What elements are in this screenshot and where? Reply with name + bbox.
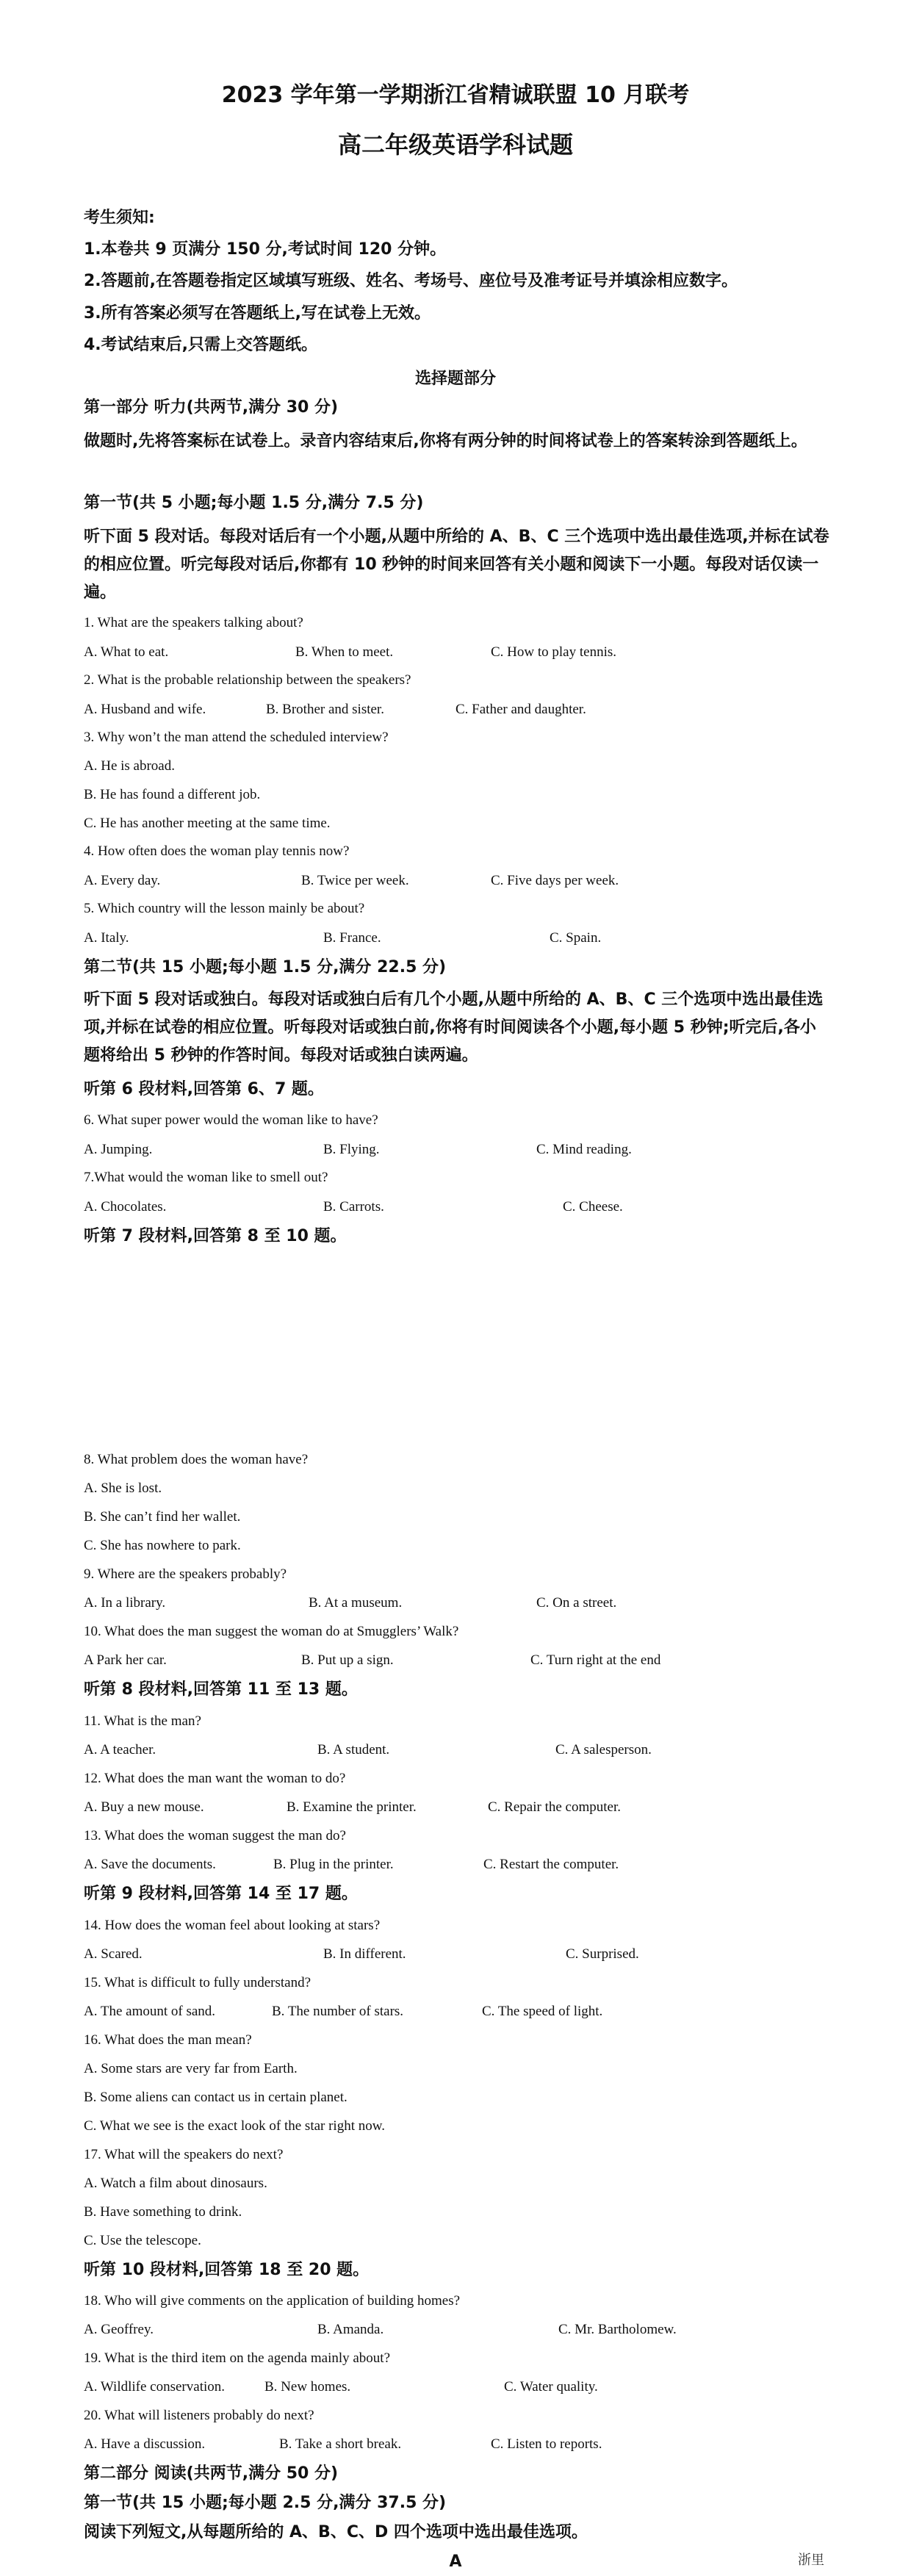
option-a: A. Husband and wife. — [84, 702, 206, 717]
notice-item: 3.所有答案必须写在答题纸上,写在试卷上无效。 — [84, 304, 431, 323]
option-b: B. France. — [323, 930, 381, 946]
question-stem: 9. Where are the speakers probably? — [84, 1566, 287, 1582]
option-c: C. Restart the computer. — [483, 1857, 619, 1872]
notice-item: 4.考试结束后,只需上交答题纸。 — [84, 336, 318, 354]
notice-heading: 考生须知: — [84, 209, 155, 227]
option-b: B. Brother and sister. — [266, 702, 384, 717]
option-c: C. Use the telescope. — [84, 2233, 201, 2248]
question-stem: 11. What is the man? — [84, 1713, 201, 1729]
option-b: B. Twice per week. — [301, 873, 409, 888]
option-a: A. Every day. — [84, 873, 161, 888]
question-stem: 3. Why won’t the man attend the scheduled interview? — [84, 730, 389, 745]
material-heading: 听第 10 段材料,回答第 18 至 20 题。 — [84, 2261, 370, 2279]
option-b: B. In different. — [323, 1946, 406, 1962]
sec2-heading: 第二节(共 15 小题;每小题 1.5 分,满分 22.5 分) — [84, 958, 447, 976]
option-c: C. Spain. — [550, 930, 602, 946]
question-stem: 7.What would the woman like to smell out? — [84, 1170, 328, 1185]
sec1-intro: 听下面 5 段对话。每段对话后有一个小题,从题中所给的 A、B、C 三个选项中选出最佳选项,并标在试卷的相应位置。听完每段对话后,你都有 10 秒钟的时间来回答有关小题和阅读下一小题。每段对话仅读一遍。 — [84, 528, 829, 602]
option-c: C. A salesperson. — [555, 1742, 652, 1757]
option-a: A. Jumping. — [84, 1142, 153, 1157]
option-a: A. Italy. — [84, 930, 129, 946]
option-a: A. What to eat. — [84, 644, 169, 660]
option-a: A. Wildlife conservation. — [84, 2379, 226, 2395]
sec1-heading: 第一节(共 5 小题;每小题 1.5 分,满分 7.5 分) — [84, 494, 424, 512]
part1-intro: 做题时,先将答案标在试卷上。录音内容结束后,你将有两分钟的时间将试卷上的答案转涂到答题纸上。 — [84, 432, 807, 450]
option-c: C. Mind reading. — [536, 1142, 632, 1157]
material-heading: 听第 6 段材料,回答第 6、7 题。 — [84, 1080, 324, 1098]
option-a: A. She is lost. — [84, 1481, 162, 1496]
passage-label: A — [449, 2552, 462, 2571]
option-a: A. Scared. — [84, 1946, 143, 1962]
option-b: B. Take a short break. — [279, 2436, 402, 2452]
option-a: A. Save the documents. — [84, 1857, 216, 1872]
question-stem: 10. What does the man suggest the woman do at Smugglers’ Walk? — [84, 1624, 459, 1639]
material-heading: 听第 7 段材料,回答第 8 至 10 题。 — [84, 1227, 347, 1245]
sec2-intro: 听下面 5 段对话或独白。每段对话或独白后有几个小题,从题中所给的 A、B、C 三个选项中选出最佳选项,并标在试卷的相应位置。听每段对话或独白前,你将有时间阅读各个小题,每小题 5 秒钟;听完后,各小题将给出 5 秒钟的作答时间。每段对话或独白读两遍。 — [84, 990, 824, 1065]
footer-text: 浙里 — [798, 2552, 824, 2568]
option-c: C. What we see is the exact look of the star right now. — [84, 2118, 385, 2134]
option-b: B. At a museum. — [309, 1595, 403, 1611]
question-stem: 14. How does the woman feel about looking at stars? — [84, 1918, 381, 1933]
question-stem: 4. How often does the woman play tennis now? — [84, 843, 350, 859]
question-stem: 19. What is the third item on the agenda mainly about? — [84, 2350, 391, 2366]
option-a: A. Watch a film about dinosaurs. — [84, 2176, 267, 2191]
notice-item: 2.答题前,在答题卷指定区域填写班级、姓名、考场号、座位号及准考证号并填涂相应数字。 — [84, 272, 738, 290]
option-c: C. Father and daughter. — [455, 702, 586, 717]
option-b: B. Examine the printer. — [287, 1799, 417, 1815]
question-stem: 2. What is the probable relationship between the speakers? — [84, 672, 411, 688]
option-c: C. He has another meeting at the same time. — [84, 816, 331, 831]
option-c: C. Repair the computer. — [488, 1799, 621, 1815]
option-a: A. A teacher. — [84, 1742, 156, 1757]
question-stem: 16. What does the man mean? — [84, 2032, 252, 2048]
part2-intro: 阅读下列短文,从每题所给的 A、B、C、D 四个选项中选出最佳选项。 — [84, 2523, 588, 2541]
option-b: B. Some aliens can contact us in certain planet. — [84, 2090, 348, 2105]
option-c: C. Five days per week. — [491, 873, 619, 888]
option-c: C. Listen to reports. — [491, 2436, 602, 2452]
part2-heading: 第二部分 阅读(共两节,满分 50 分) — [84, 2464, 339, 2483]
option-b: B. Carrots. — [323, 1199, 384, 1215]
exam-subtitle: 高二年级英语学科试题 — [337, 131, 573, 159]
option-c: C. Water quality. — [504, 2379, 598, 2395]
option-c: C. On a street. — [536, 1595, 617, 1611]
option-c: C. The speed of light. — [482, 2004, 603, 2019]
option-b: B. Have something to drink. — [84, 2204, 242, 2220]
option-b: B. Put up a sign. — [301, 1652, 394, 1668]
option-c: C. How to play tennis. — [491, 644, 616, 660]
option-a: A. Have a discussion. — [84, 2436, 206, 2452]
option-a: A. Some stars are very far from Earth. — [84, 2061, 298, 2076]
question-stem: 1. What are the speakers talking about? — [84, 615, 303, 630]
question-stem: 18. Who will give comments on the application of building homes? — [84, 2293, 461, 2309]
notice-item: 1.本卷共 9 页满分 150 分,考试时间 120 分钟。 — [84, 240, 447, 259]
option-b: B. The number of stars. — [272, 2004, 404, 2019]
option-b: B. New homes. — [264, 2379, 351, 2395]
option-a: A. Geoffrey. — [84, 2322, 154, 2337]
option-b: B. When to meet. — [295, 644, 394, 660]
option-a: A. Buy a new mouse. — [84, 1799, 204, 1815]
option-b: B. Flying. — [323, 1142, 380, 1157]
exam-title: 2023 学年第一学期浙江省精诚联盟 10 月联考 — [221, 82, 690, 108]
question-stem: 12. What does the man want the woman to do? — [84, 1771, 346, 1786]
option-a: A. He is abroad. — [84, 758, 175, 774]
option-c: C. Surprised. — [566, 1946, 639, 1962]
option-b: B. A student. — [317, 1742, 390, 1757]
option-b: B. Plug in the printer. — [273, 1857, 394, 1872]
question-stem: 5. Which country will the lesson mainly be about? — [84, 901, 365, 916]
option-b: B. He has found a different job. — [84, 787, 261, 802]
question-stem: 15. What is difficult to fully understand? — [84, 1975, 312, 1990]
option-a: A. Chocolates. — [84, 1199, 167, 1215]
option-c: C. She has nowhere to park. — [84, 1538, 241, 1553]
question-stem: 6. What super power would the woman like to have? — [84, 1112, 378, 1128]
material-heading: 听第 8 段材料,回答第 11 至 13 题。 — [84, 1680, 358, 1699]
option-c: C. Turn right at the end — [530, 1652, 661, 1668]
question-stem: 17. What will the speakers do next? — [84, 2147, 284, 2162]
question-stem: 8. What problem does the woman have? — [84, 1452, 309, 1467]
question-stem: 20. What will listeners probably do next? — [84, 2408, 314, 2423]
option-c: C. Mr. Bartholomew. — [558, 2322, 677, 2337]
option-a: A Park her car. — [84, 1652, 167, 1668]
question-stem: 13. What does the woman suggest the man do? — [84, 1828, 346, 1843]
material-heading: 听第 9 段材料,回答第 14 至 17 题。 — [84, 1885, 358, 1903]
option-b: B. Amanda. — [317, 2322, 384, 2337]
option-a: A. In a library. — [84, 1595, 166, 1611]
option-a: A. The amount of sand. — [84, 2004, 216, 2019]
part2-sec1-heading: 第一节(共 15 小题;每小题 2.5 分,满分 37.5 分) — [84, 2494, 447, 2512]
part1-heading: 第一部分 听力(共两节,满分 30 分) — [84, 398, 339, 417]
option-c: C. Cheese. — [563, 1199, 623, 1215]
option-b: B. She can’t find her wallet. — [84, 1509, 241, 1525]
section-heading: 选择题部分 — [414, 370, 496, 388]
